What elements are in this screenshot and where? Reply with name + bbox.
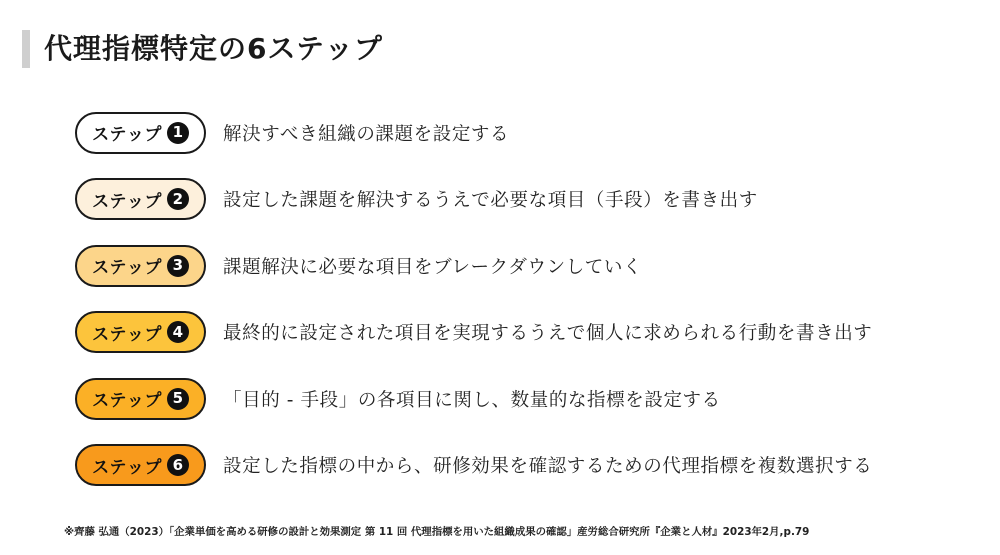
step-row-6 (75, 442, 975, 489)
step-row-3 (75, 242, 975, 289)
step-number-badge: 6 (167, 454, 189, 476)
step-number-badge: 4 (167, 321, 189, 343)
step-pill-label: ステップ (92, 391, 162, 412)
title-accent-bar (22, 30, 30, 68)
page-title: 代理指標特定の6ステップ (44, 32, 383, 65)
step-row-4 (75, 309, 975, 356)
step-description: 最終的に設定された項目を実現するうえで個人に求められる行動を書き出す (223, 323, 873, 345)
step-row-1 (75, 109, 975, 156)
step-pill-4 (75, 311, 206, 353)
step-description: 「目的 - 手段」の各項目に関し、数量的な指標を設定する (223, 389, 721, 411)
step-pill-label: ステップ (92, 324, 162, 345)
step-description: 課題解決に必要な項目をブレークダウンしていく (223, 256, 643, 278)
step-pill-5 (75, 378, 206, 420)
step-pill-3 (75, 245, 206, 287)
step-number-badge: 1 (167, 122, 189, 144)
step-row-5 (75, 375, 975, 422)
step-pill-1 (75, 112, 206, 154)
step-row-2 (75, 176, 975, 223)
step-description: 解決すべき組織の課題を設定する (223, 123, 510, 145)
citation-footnote: ※齊藤 弘通（2023）「企業単価を高める研修の設計と効果測定 第 11 回 代理指標を用いた組織成果の確認」産労総合研究所『企業と人材』2023年2月,p.79 (64, 526, 810, 538)
step-pill-label: ステップ (92, 191, 162, 212)
step-pill-2 (75, 178, 206, 220)
step-number-badge: 5 (167, 388, 189, 410)
step-number-badge: 2 (167, 188, 189, 210)
step-pill-label: ステップ (92, 258, 162, 279)
step-pill-6 (75, 444, 206, 486)
step-description: 設定した課題を解決するうえで必要な項目（手段）を書き出す (223, 190, 758, 212)
step-pill-label: ステップ (92, 125, 162, 145)
step-list (75, 109, 975, 509)
step-number-badge: 3 (167, 255, 189, 277)
step-pill-label: ステップ (92, 457, 162, 478)
step-description: 設定した指標の中から、研修効果を確認するための代理指標を複数選択する (223, 456, 873, 478)
